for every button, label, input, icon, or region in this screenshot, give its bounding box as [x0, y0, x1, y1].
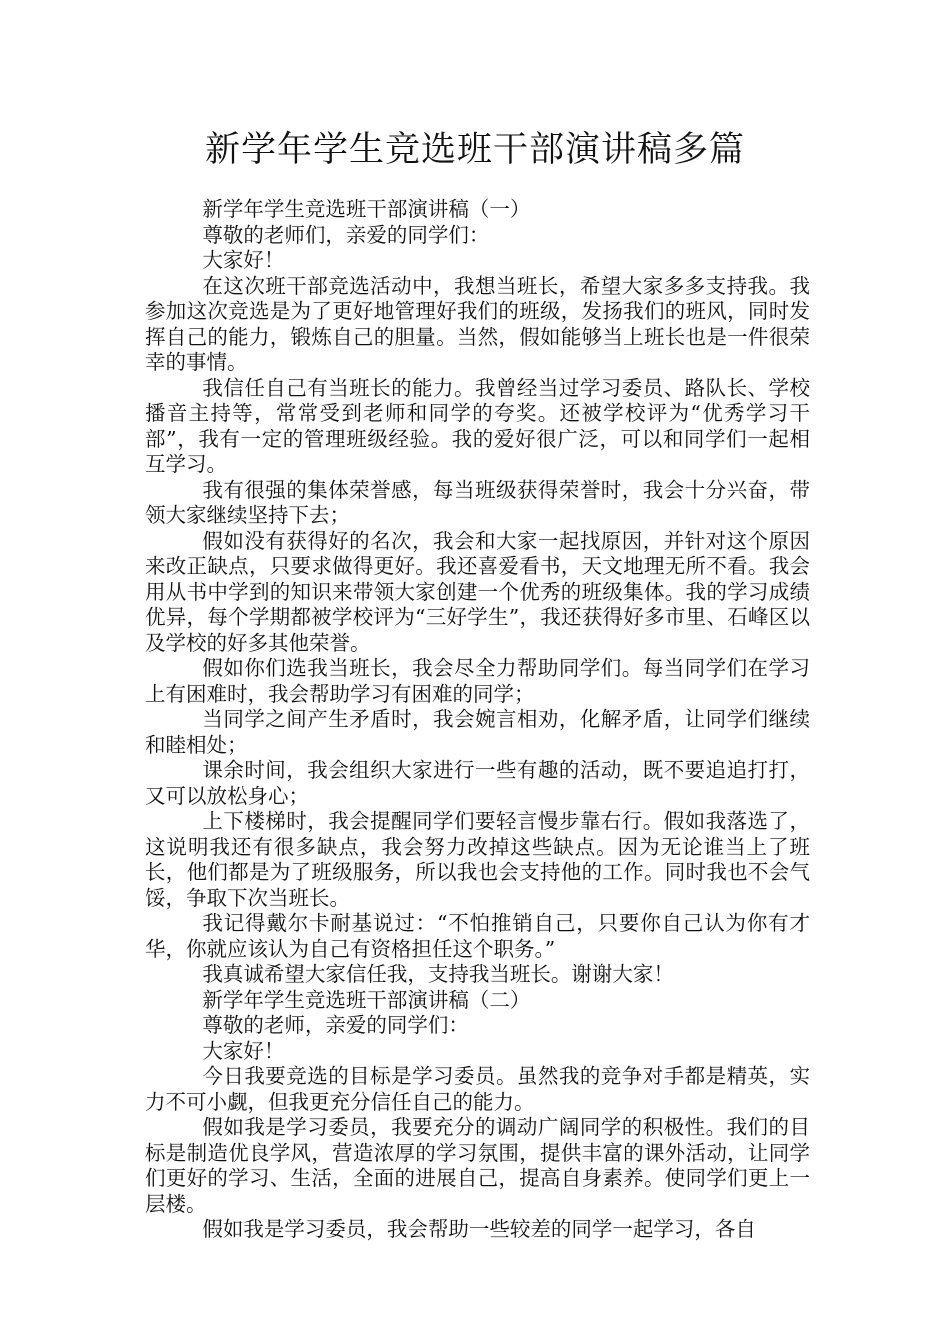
paragraph: 假如我是学习委员，我会帮助一些较差的同学一起学习，各自: [202, 1217, 756, 1241]
paragraph: 上下楼梯时，我会提醒同学们要轻言慢步靠右行。假如我落选了，这说明我还有很多缺点，我会努力改掉这些缺点。因为无论谁当上了班长，他们都是为了班级服务，所以我也会支持他的工作。同时我也不会气馁，争取下次当班长。: [145, 809, 810, 910]
salutation: 尊敬的老师们，亲爱的同学们：: [202, 222, 490, 247]
salutation: 尊敬的老师，亲爱的同学们：: [202, 1013, 469, 1037]
paragraph: 假如我是学习委员，我要充分的调动广阔同学的积极性。我们的目标是制造优良学风，营造浓厚的学习氛围，提供丰富的课外活动，让同学们更好的学习、生活，全面的进展自己，提高自身素养。使同学们更上一层楼。: [145, 1115, 810, 1216]
paragraph: 课余时间，我会组织大家进行一些有趣的活动，既不要追追打打，又可以放松身心；: [145, 758, 810, 808]
paragraph: 当同学之间产生矛盾时，我会婉言相劝，化解矛盾，让同学们继续和睦相处；: [145, 707, 810, 757]
paragraph: 我记得戴尔卡耐基说过：“不怕推销自己，只要你自己认为你有才华，你就应该认为自己有资格担任这个职务。”: [145, 911, 810, 961]
paragraph: 今日我要竞选的目标是学习委员。虽然我的竞争对手都是精英，实力不可小觑，但我更充分信任自己的能力。: [145, 1064, 810, 1114]
paragraph: 在这次班干部竞选活动中，我想当班长，希望大家多多支持我。我参加这次竞选是为了更好地管理好我们的班级，发扬我们的班风，同时发挥自己的能力，锻炼自己的胆量。当然，假如能够当上班长也是一件很荣幸的事情。: [145, 273, 810, 374]
closing: 我真诚希望大家信任我，支持我当班长。谢谢大家！: [202, 962, 674, 986]
paragraph: 我有很强的集体荣誉感，每当班级获得荣誉时，我会十分兴奋，带领大家继续坚持下去；: [145, 477, 810, 527]
paragraph: 假如没有获得好的名次，我会和大家一起找原因，并针对这个原因来改正缺点，只要求做得更好。我还喜爱看书，天文地理无所不看。我会用从书中学到的知识来带领大家创建一个优秀的班级集体。我的学习成绩优异，每个学期都被学校评为“三好学生”，我还获得好多市里、石峰区以及学校的好多其他荣誉。: [145, 528, 810, 655]
document-body: [145, 197, 810, 1243]
section-heading-1: 新学年学生竞选班干部演讲稿（一）: [202, 197, 531, 221]
greeting: 大家好！: [202, 248, 285, 272]
greeting: 大家好！: [202, 1038, 285, 1063]
paragraph: 我信任自己有当班长的能力。我曾经当过学习委员、路队长、学校播音主持等，常常受到老师和同学的夸奖。还被学校评为“优秀学习干部”，我有一定的管理班级经验。我的爱好很广泛，可以和同学们一起相互学习。: [145, 375, 810, 476]
section-heading-2: 新学年学生竞选班干部演讲稿（二）: [202, 987, 531, 1012]
page-title: 新学年学生竞选班干部演讲稿多篇: [204, 130, 745, 170]
paragraph: 假如你们选我当班长，我会尽全力帮助同学们。每当同学们在学习上有困难时，我会帮助学习有困难的同学；: [145, 656, 810, 706]
